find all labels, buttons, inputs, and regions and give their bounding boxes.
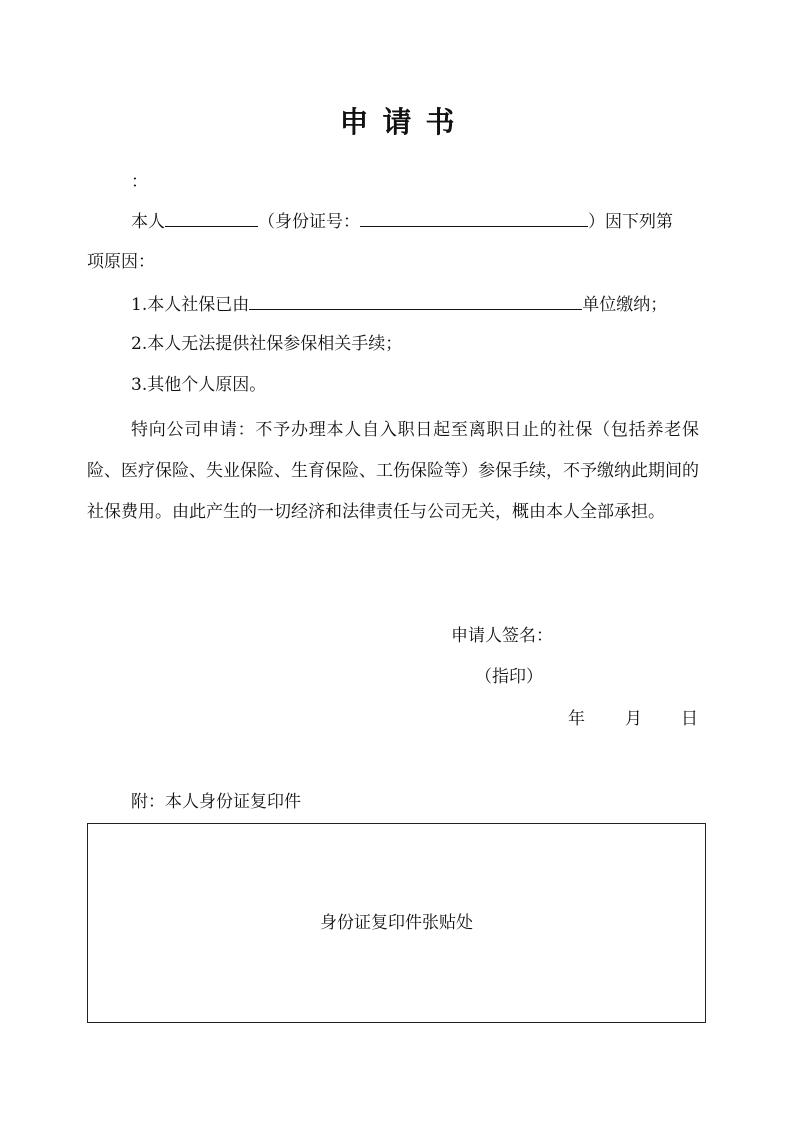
applicant-suffix: 因下列第 — [605, 212, 673, 232]
id-close-paren: ） — [588, 212, 605, 232]
applicant-prefix: 本人 — [131, 212, 165, 232]
employer-blank[interactable] — [249, 291, 582, 310]
id-label: （身份证号： — [258, 212, 360, 232]
request-body: 特向公司申请：不予办理本人自入职日起至离职日止的社保（包括养老保险、医疗保险、失业保险、生育保险、工伤保险等）参保手续，不予缴纳此期间的社保费用。由此产生的一切经济和法律责任与公司无关，概由本人全部承担。 — [87, 420, 699, 522]
page-title: 申请书 — [339, 105, 469, 139]
applicant-line — [131, 208, 673, 234]
date-month: 月 — [625, 709, 642, 729]
signature-label: 申请人签名： — [451, 626, 553, 646]
date-day: 日 — [681, 709, 698, 729]
date-year: 年 — [568, 709, 585, 729]
reason-1-suffix: 单位缴纳； — [582, 295, 668, 315]
reason-1-prefix: 1.本人社保已由 — [131, 295, 250, 315]
salutation: ： — [131, 172, 148, 192]
fingerprint-label: （指印） — [475, 667, 543, 687]
reason-2: 2.本人无法提供社保参保相关手续； — [131, 334, 403, 354]
reason-1 — [131, 291, 667, 317]
id-copy-box-label: 身份证复印件张贴处 — [320, 913, 473, 933]
reason-3: 3.其他个人原因。 — [131, 375, 267, 395]
id-copy-box — [87, 823, 706, 1023]
id-number-blank[interactable] — [360, 208, 588, 227]
applicant-line-continuation: 项原因： — [87, 252, 155, 272]
name-blank[interactable] — [165, 208, 258, 227]
attachment-label: 附：本人身份证复印件 — [131, 792, 301, 812]
